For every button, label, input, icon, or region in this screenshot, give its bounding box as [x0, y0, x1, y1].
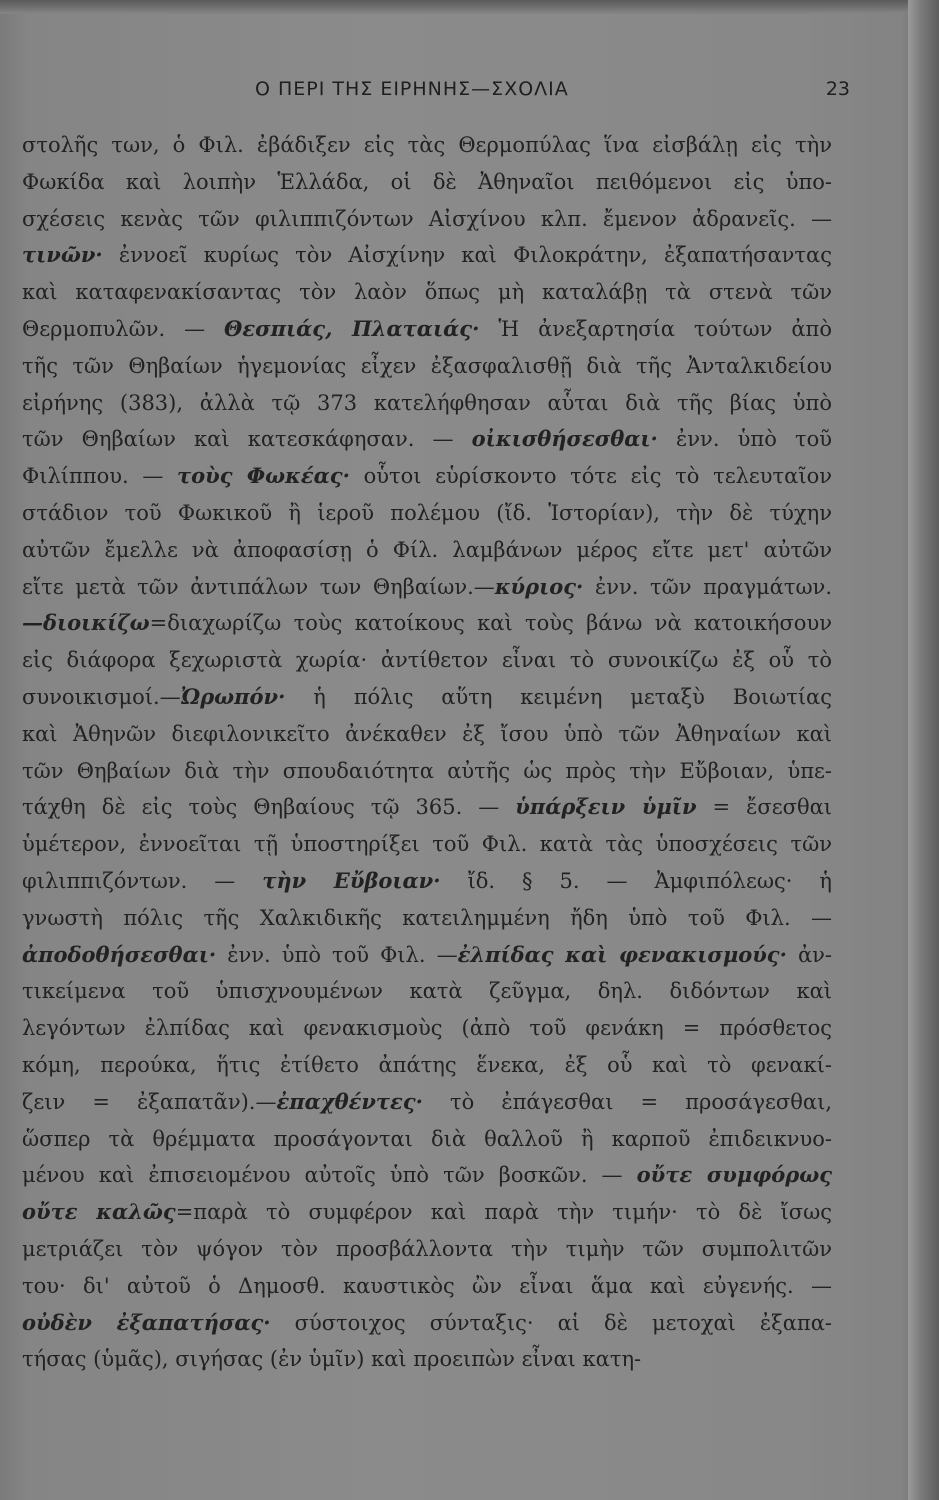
text-segment: σύστοιχος σύνταξις· αἱ δὲ μετοχαὶ ἐξαπα- — [270, 1310, 832, 1335]
text-line — [22, 237, 832, 274]
page-number: 23 — [825, 78, 850, 100]
text-line — [22, 1305, 832, 1342]
text-segment: στολῆς των, ὁ Φιλ. ἐβάδιξεν εἰς τὰς Θερμοπύλας ἵνα εἰσβάλῃ εἰς τὴν — [22, 133, 832, 157]
lemma-term: ἐλπίδας καὶ φενακισμούς· — [457, 941, 787, 967]
text-line — [22, 1121, 832, 1158]
text-segment: αὐτῶν ἔμελλε νὰ ἀποφασίσῃ ὁ Φίλ. λαμβάνων μέρος εἴτε μετ' αὐτῶν — [22, 537, 832, 562]
text-segment: του· δι' αὐτοῦ ὁ Δημοσθ. καυστικὸς ὢν εἶναι ἅμα καὶ εὐγενής. — — [22, 1273, 832, 1298]
lemma-term: ὑπάρξειν ὑμῖν — [515, 794, 697, 820]
text-segment: τῶν Θηβαίων καὶ κατεσκάφησαν. — — [22, 427, 472, 452]
text-segment: ζειν = ἐξαπατᾶν).— — [22, 1089, 277, 1114]
lemma-term: ἐπαχθέντες· — [276, 1088, 423, 1114]
text-line — [22, 716, 832, 753]
text-line — [22, 1268, 832, 1305]
lemma-term: τοὺς Φωκέας· — [177, 463, 350, 489]
text-segment: σχέσεις κενὰς τῶν φιλιππιζόντων Αἰσχίνου κλπ. ἔμενον ἀδρανεῖς. — — [22, 206, 832, 231]
text-line — [22, 1047, 832, 1084]
text-segment: ἐνν. ὑπὸ τοῦ — [657, 427, 832, 452]
text-segment: τὸ ἐπάγεσθαι = προσάγεσθαι, — [422, 1089, 832, 1114]
text-line — [22, 495, 832, 532]
text-line — [22, 348, 832, 385]
text-line — [22, 421, 832, 458]
text-line — [22, 900, 832, 937]
text-segment: εἰρήνης (383), ἀλλὰ τῷ 373 κατελήφθησαν αὗται διὰ τῆς βίας ὑπὸ — [22, 390, 832, 415]
text-segment: = ἔσεσθαι — [696, 795, 833, 820]
text-line — [22, 789, 832, 826]
text-line — [22, 1341, 832, 1378]
text-segment: τῶν Θηβαίων διὰ τὴν σπουδαιότητα αὐτῆς ὡς πρὸς τὴν Εὔβοιαν, ὑπε- — [22, 758, 832, 783]
text-segment: =διαχωρίζω τοὺς κατοίκους καὶ τοὺς βάνω νὰ κατοικήσουν — [149, 611, 832, 636]
lemma-term: Θεσπιάς, Πλαταιάς· — [224, 315, 480, 341]
text-line — [22, 605, 832, 642]
text-line — [22, 753, 832, 790]
text-segment: οὗτοι εὑρίσκοντο τότε εἰς τὸ τελευταῖον — [349, 464, 832, 489]
text-segment: γνωστὴ πόλις τῆς Χαλκιδικῆς κατειλημμένη ἤδη ὑπὸ τοῦ Φιλ. — — [22, 905, 832, 930]
lemma-term: Ὠρωπόν· — [180, 683, 286, 709]
text-line — [22, 164, 832, 201]
text-line — [22, 642, 832, 679]
lemma-term: ἀποδοθήσεσθαι· — [22, 941, 217, 967]
text-line — [22, 826, 832, 863]
text-segment: τῆς τῶν Θηβαίων ἡγεμονίας εἶχεν ἐξασφαλισθῇ διὰ τῆς Ἀνταλκιδείου — [22, 353, 832, 378]
text-line — [22, 311, 832, 348]
page-binding-edge — [908, 0, 939, 1500]
text-segment: ἐνν. τῶν πραγμάτων. — [583, 574, 833, 599]
text-segment: τήσας (ὑμᾶς), σιγήσας (ἐν ὑμῖν) καὶ προειπὼν εἶναι κατη- — [22, 1347, 642, 1372]
text-segment: συνοικισμοί.— — [22, 684, 181, 709]
text-segment: ὥσπερ τὰ θρέμματα προσάγονται διὰ θαλλοῦ ἢ καρποῦ ἐπιδεικνυο- — [22, 1126, 832, 1151]
text-segment: εἰς διάφορα ξεχωριστὰ χωρία· ἀντίθετον εἶναι τὸ συνοικίζω ἐξ οὗ τὸ — [22, 648, 832, 673]
text-segment: ὑμέτερον, ἐννοεῖται τῇ ὑποστηρίξει τοῦ Φιλ. κατὰ τὰς ὑποσχέσεις τῶν — [22, 832, 832, 857]
text-line — [22, 1157, 832, 1194]
text-segment: Θερμοπυλῶν. — — [22, 316, 225, 341]
text-line — [22, 1084, 832, 1121]
lemma-term: —διοικίζω — [22, 610, 150, 636]
text-segment: μετριάζει τὸν ψόγον τὸν προσβάλλοντα τὴν τιμὴν τῶν συμπολιτῶν — [22, 1236, 832, 1261]
text-line — [22, 1231, 832, 1268]
text-line — [22, 274, 832, 311]
text-segment: Φιλίππου. — — [22, 464, 178, 489]
text-segment: λεγόντων ἐλπίδας καὶ φενακισμοὺς (ἀπὸ τοῦ φενάκη = πρόσθετος — [22, 1016, 832, 1041]
lemma-term: οὔτε καλῶς — [22, 1199, 176, 1225]
commentary-body — [22, 127, 832, 1378]
text-segment: φιλιππιζόντων. — — [22, 868, 263, 893]
text-line — [22, 1194, 832, 1231]
page-header — [200, 78, 850, 108]
text-line — [22, 863, 832, 900]
text-line — [22, 385, 832, 422]
text-line — [22, 937, 832, 974]
text-segment: ἴδ. § 5. — Ἀμφιπόλεως· ἡ — [440, 868, 832, 893]
lemma-term: κύριος· — [494, 573, 584, 599]
text-segment: καὶ Ἀθηνῶν διεφιλονικεῖτο ἀνέκαθεν ἐξ ἴσου ὑπὸ τῶν Ἀθηναίων καὶ — [22, 721, 832, 746]
text-line — [22, 973, 832, 1010]
lemma-term: τὴν Εὔβοιαν· — [262, 867, 441, 893]
text-line — [22, 532, 832, 569]
text-line — [22, 127, 832, 164]
text-line — [22, 569, 832, 606]
text-segment: μένου καὶ ἐπισειομένου αὐτοῖς ὑπὸ τῶν βοσκῶν. — — [22, 1163, 637, 1188]
text-segment: Φωκίδα καὶ λοιπὴν Ἑλλάδα, οἱ δὲ Ἀθηναῖοι πειθόμενοι εἰς ὑπο- — [22, 169, 832, 194]
text-segment: ἐννοεῖ κυρίως τὸν Αἰσχίνην καὶ Φιλοκράτην, ἐξαπατήσαντας — [102, 243, 832, 268]
lemma-term: οἰκισθήσεσθαι· — [471, 426, 658, 452]
text-line — [22, 1010, 832, 1047]
text-segment: κόμη, περούκα, ἥτις ἐτίθετο ἀπάτης ἕνεκα, ἐξ οὗ καὶ τὸ φενακί- — [22, 1052, 832, 1077]
text-line — [22, 201, 832, 238]
text-segment: ἀν- — [786, 942, 832, 967]
text-segment: ἡ πόλις αὕτη κειμένη μεταξὺ Βοιωτίας — [285, 684, 832, 709]
page-top-edge — [0, 0, 939, 14]
text-segment: τάχθη δὲ εἰς τοὺς Θηβαίους τῷ 365. — — [22, 795, 516, 820]
text-line — [22, 458, 832, 495]
lemma-term: τινῶν· — [22, 242, 103, 268]
text-segment: Ἡ ἀνεξαρτησία τούτων ἀπὸ — [479, 316, 832, 341]
text-segment: στάδιον τοῦ Φωκικοῦ ἢ ἱεροῦ πολέμου (ἴδ. Ἱστορίαν), τὴν δὲ τύχην — [22, 500, 832, 525]
lemma-term: οὐδὲν ἐξαπατήσας· — [22, 1309, 271, 1335]
text-segment: =παρὰ τὸ συμφέρον καὶ παρὰ τὴν τιμήν· τὸ δὲ ἴσως — [175, 1200, 832, 1225]
lemma-term: οὔτε συμφόρως — [636, 1162, 832, 1188]
running-title: Ο ΠΕΡΙ ΤΗΣ ΕΙΡΗΝΗΣ—ΣΧΟΛΙΑ — [255, 78, 569, 100]
text-segment: ἐνν. ὑπὸ τοῦ Φιλ. — — [216, 942, 458, 967]
text-line — [22, 679, 832, 716]
text-segment: καὶ καταφενακίσαντας τὸν λαὸν ὅπως μὴ καταλάβῃ τὰ στενὰ τῶν — [22, 280, 832, 305]
text-segment: εἴτε μετὰ τῶν ἀντιπάλων των Θηβαίων.— — [22, 574, 495, 599]
text-segment: τικείμενα τοῦ ὑπισχνουμένων κατὰ ζεῦγμα, δηλ. διδόντων καὶ — [22, 979, 832, 1004]
